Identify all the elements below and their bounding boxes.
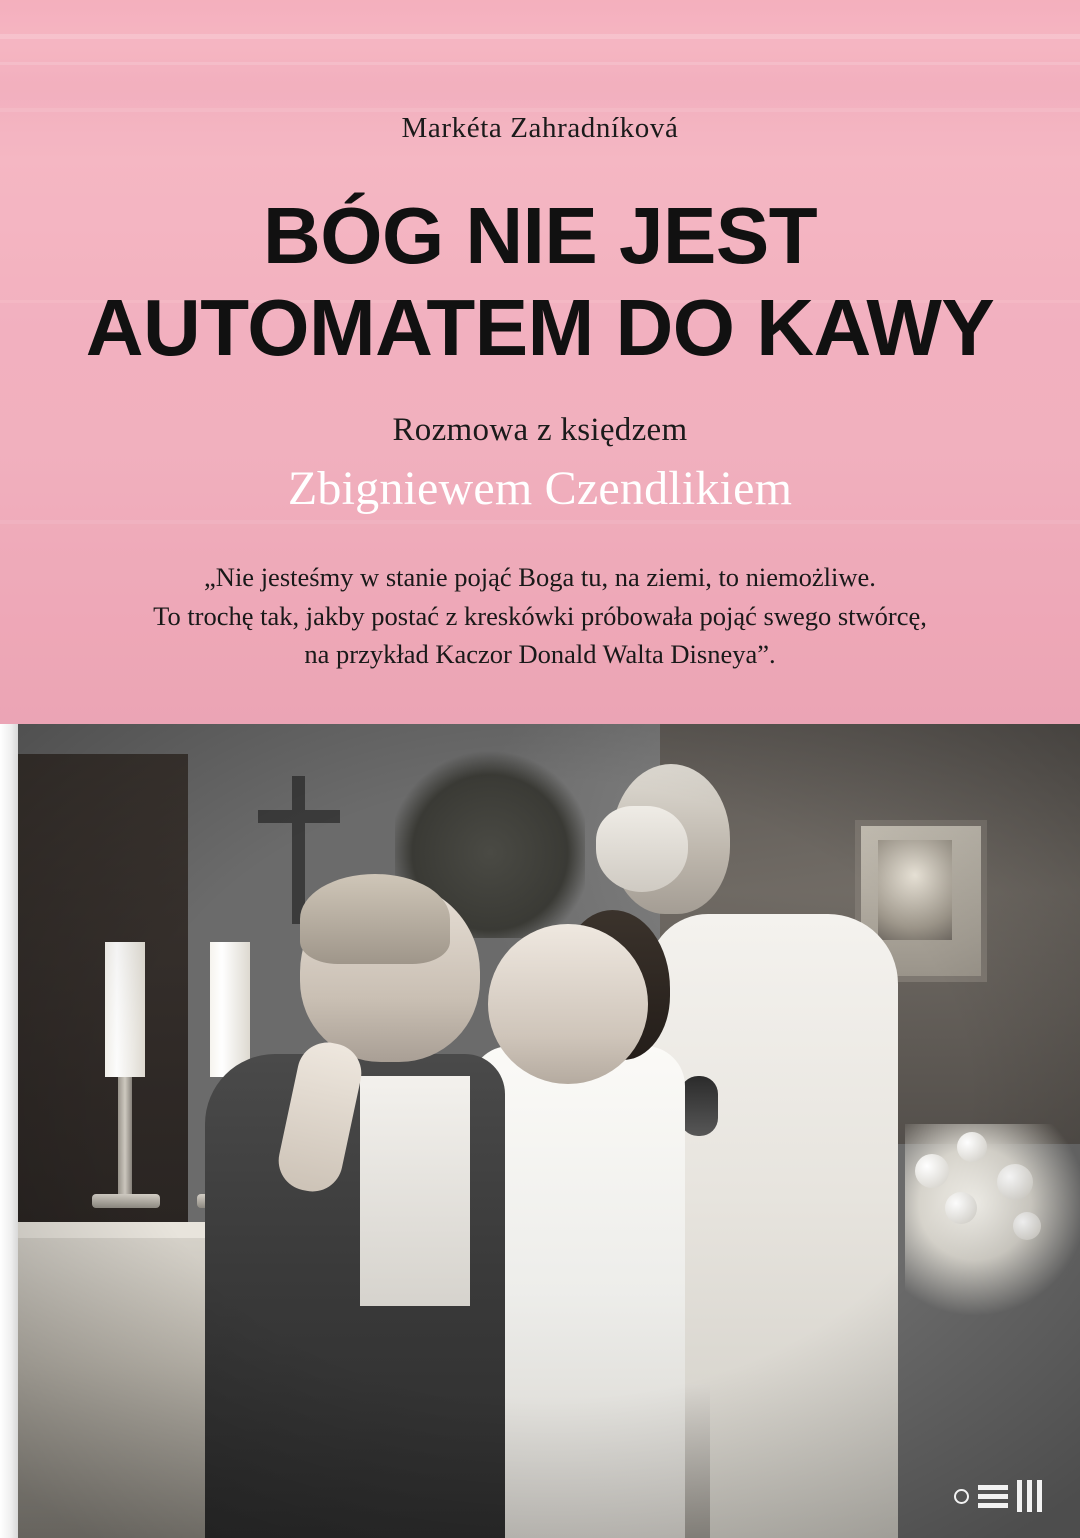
circle-icon — [954, 1489, 969, 1504]
author-name: Markéta Zahradníková — [401, 112, 679, 144]
horizontal-bars-icon — [978, 1485, 1008, 1508]
photo-vignette — [18, 724, 1080, 1538]
subtitle-lead: Rozmowa z księdzem — [392, 412, 688, 448]
scan-streak — [0, 520, 1080, 524]
quote-line-1: „Nie jesteśmy w stanie pojąć Boga tu, na ziemi, to niemożliwe. — [204, 562, 876, 592]
title-line-2: AUTOMATEM DO KAWY — [85, 283, 995, 372]
subtitle-interviewee-name: Zbigniewem Czendlikiem — [287, 462, 793, 515]
cover-text-panel — [0, 0, 1080, 724]
cover-photograph — [0, 724, 1080, 1538]
page-edge — [0, 724, 18, 1538]
scan-streak — [0, 34, 1080, 39]
cover-quote — [120, 558, 960, 674]
quote-line-3: na przykład Kaczor Donald Walta Disneya”. — [304, 639, 776, 670]
quote-line-2: To trochę tak, jakby postać z kreskówki próbowała pojąć swego stwórcę, — [153, 600, 927, 631]
publisher-logo — [954, 1480, 1042, 1512]
book-subtitle — [0, 412, 1080, 516]
title-line-1: BÓG NIE JEST — [262, 191, 818, 280]
vertical-bars-icon — [1017, 1480, 1042, 1512]
scan-streak — [0, 62, 1080, 65]
book-title — [0, 191, 1080, 372]
